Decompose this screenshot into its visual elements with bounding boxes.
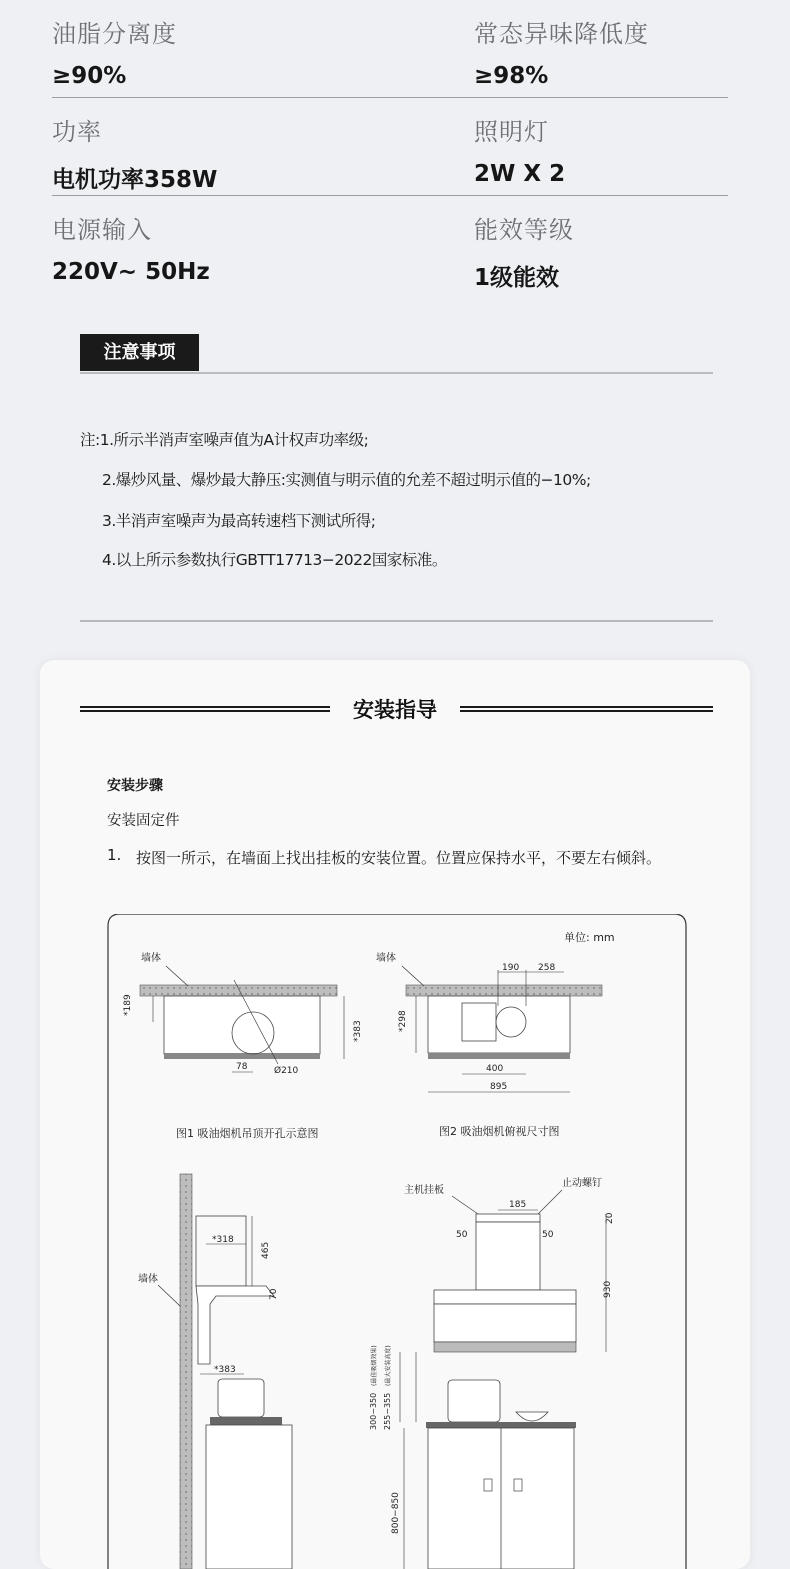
wall-hatch — [180, 1174, 192, 1569]
spec-value: ≥98% — [474, 63, 549, 89]
hood-panel-top — [434, 1290, 576, 1304]
figure-3 — [138, 1174, 292, 1569]
wall-label: 墙体 — [141, 953, 161, 964]
ceiling-hatch — [406, 985, 602, 996]
fig1-caption: 图1 吸油烟机吊顶开孔示意图 — [176, 1127, 319, 1140]
leader-line — [402, 966, 424, 986]
hood-bottom — [164, 1053, 320, 1059]
mounting-bracket — [476, 1214, 540, 1222]
pot-icon — [448, 1380, 500, 1422]
bracket-label: 主机挂板 — [404, 1185, 444, 1196]
wall-label: 墙体 — [376, 953, 396, 964]
dim-210: Ø210 — [274, 1066, 299, 1076]
dim-300-350: 300−350 — [369, 1392, 378, 1430]
dim-255-355: 255−355 — [383, 1392, 392, 1430]
spec-row — [52, 196, 728, 293]
note-1: 注:1.所示半消声室噪声值为A计权声功率级; — [80, 431, 369, 449]
spec-label: 常态异味降低度 — [474, 20, 649, 48]
spec-cell — [52, 196, 210, 285]
dim-300-note: (最佳吸烟效果) — [371, 1345, 378, 1386]
spec-label: 功率 — [52, 118, 102, 146]
leader-line — [166, 966, 188, 986]
figure-2 — [376, 951, 602, 1138]
spec-value: 2W X 2 — [474, 161, 566, 187]
spec-value: 220V~ 50Hz — [52, 259, 210, 285]
install-diagram — [106, 914, 688, 1569]
spec-label: 能效等级 — [474, 216, 574, 244]
dim-190: 190 — [502, 963, 520, 973]
dim-318: *318 — [212, 1235, 234, 1245]
spec-label: 照明灯 — [474, 118, 549, 146]
dim-20: 20 — [605, 1212, 615, 1224]
hood-chimney — [476, 1222, 540, 1290]
dim-895: 895 — [490, 1082, 508, 1092]
spec-label: 油脂分离度 — [52, 20, 177, 48]
dim-70: 70 — [269, 1288, 279, 1300]
dim-78: 78 — [236, 1062, 248, 1072]
dim-400: 400 — [486, 1064, 504, 1074]
notice-header — [80, 334, 713, 374]
spec-value: 1级能效 — [474, 265, 560, 291]
dim-258: 258 — [538, 963, 556, 973]
dim-50a: 50 — [456, 1230, 468, 1240]
fig2-caption: 图2 吸油烟机俯视尺寸图 — [439, 1125, 560, 1138]
dim-298: *298 — [398, 1010, 408, 1032]
note-4: 4.以上所示参数执行GBTT17713−2022国家标准。 — [102, 551, 447, 569]
wall-label: 墙体 — [138, 1274, 158, 1285]
ceiling-hatch — [140, 985, 337, 996]
dim-50b: 50 — [542, 1230, 554, 1240]
dim-185: 185 — [509, 1200, 527, 1210]
hood-top-view — [428, 996, 570, 1053]
hood-bottom — [428, 1053, 570, 1059]
spec-cell — [474, 196, 574, 292]
install-title: 安装指导 — [353, 698, 437, 722]
spec-cell — [52, 98, 217, 194]
spec-cell — [52, 0, 177, 89]
spec-cell — [474, 0, 649, 89]
cabinet — [206, 1425, 292, 1569]
spec-label: 电源输入 — [52, 216, 152, 244]
hood-chimney — [196, 1216, 246, 1286]
dim-930: 930 — [603, 1280, 613, 1298]
screw-label: 止动螺钉 — [562, 1178, 602, 1189]
stove-icon — [210, 1417, 282, 1425]
figure-1 — [123, 951, 363, 1140]
dim-383: *383 — [353, 1020, 363, 1042]
note-2: 2.爆炒风量、爆炒最大静压:实测值与明示值的允差不超过明示值的−10%; — [102, 471, 591, 489]
steps-subheading: 安装固定件 — [107, 813, 180, 829]
pot-icon — [218, 1379, 264, 1417]
leader-line — [158, 1285, 180, 1306]
unit-label: 单位: mm — [564, 931, 615, 944]
steps-heading: 安装步骤 — [107, 778, 163, 794]
title-rule-right — [460, 706, 713, 712]
leader-line — [538, 1190, 562, 1214]
dim-465: 465 — [261, 1241, 271, 1259]
notice-divider — [80, 620, 713, 622]
step-number: 1. — [107, 846, 122, 864]
hood-side-profile — [196, 1286, 274, 1364]
dim-189: *189 — [123, 994, 133, 1016]
spec-value: ≥90% — [52, 63, 127, 89]
spec-cell — [474, 98, 565, 187]
notice-title: 注意事项 — [80, 334, 199, 371]
dim-255-note: (最大安装高度) — [385, 1345, 392, 1386]
spec-value: 电机功率358W — [52, 167, 218, 193]
hood-panel-front — [434, 1304, 576, 1342]
dim-800-850: 800−850 — [391, 1492, 401, 1534]
hood-bottom — [434, 1342, 576, 1352]
spec-row — [52, 98, 728, 196]
leader-line — [452, 1196, 478, 1214]
step-text: 按图一所示，在墙面上找出挂板的安装位置。位置应保持水平，不要左右倾斜。 — [136, 849, 662, 867]
figure-4 — [369, 1176, 615, 1569]
hood-body — [164, 996, 320, 1054]
note-3: 3.半消声室噪声为最高转速档下测试所得; — [102, 512, 376, 530]
dim-383: *383 — [214, 1365, 236, 1375]
spec-row — [52, 0, 728, 98]
wok-icon — [516, 1412, 548, 1421]
cooktop — [426, 1422, 576, 1428]
spec-grid — [52, 0, 728, 293]
